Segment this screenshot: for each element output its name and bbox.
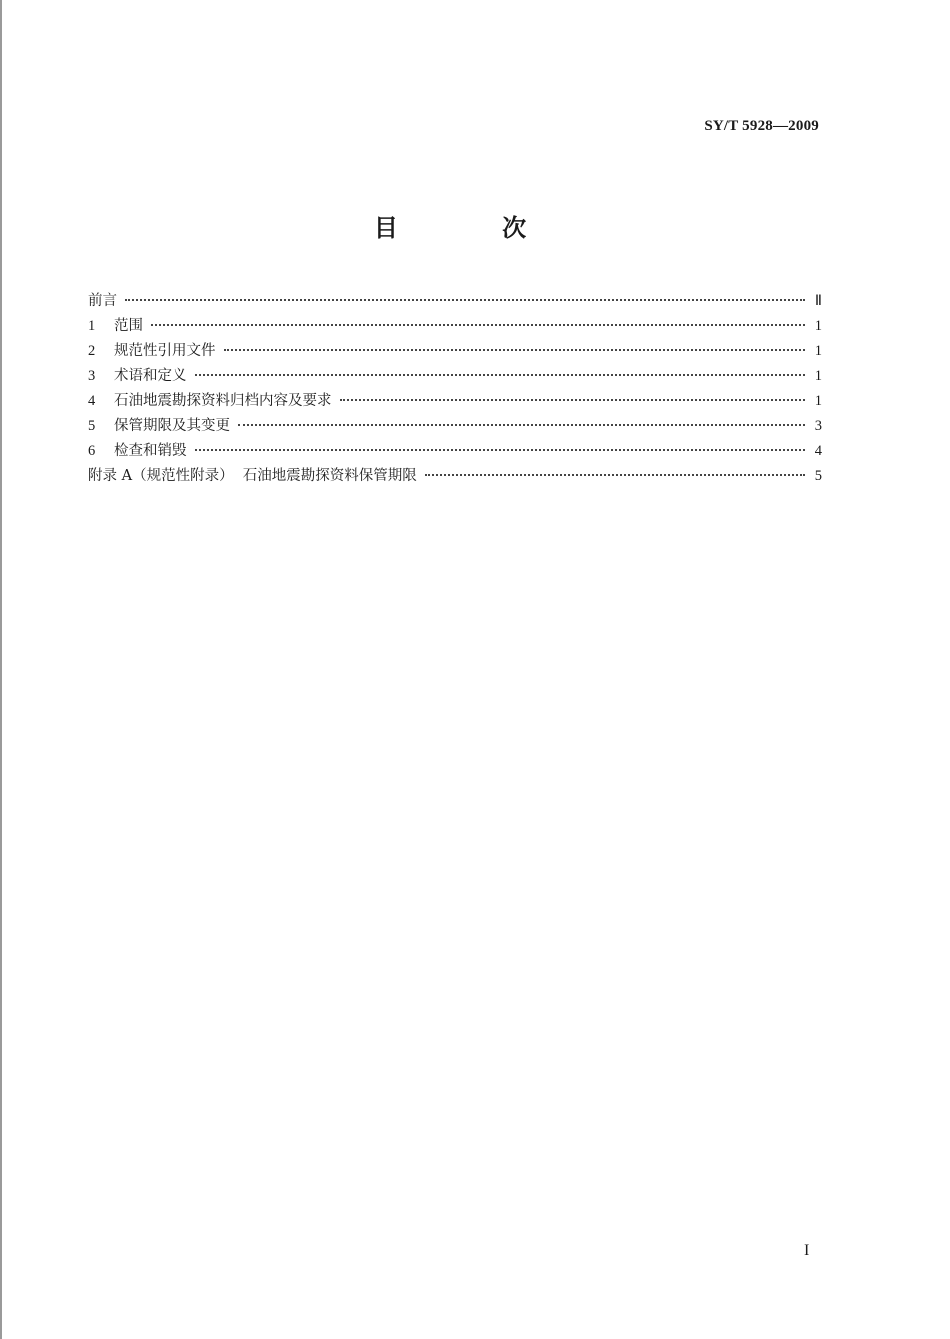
page-number: I [804,1242,810,1259]
toc-leader-dots [195,449,806,451]
toc-entry-number: 1 [88,318,96,334]
toc-entry-inspection-destruction[interactable] [88,439,822,464]
toc-entry-foreword[interactable] [88,289,822,314]
toc-entry-number: 6 [88,443,96,459]
toc-entry-label: 保管期限及其变更 [114,418,230,434]
toc-entry-normative-references[interactable] [88,339,822,364]
toc-leader-dots [151,324,805,326]
toc-leader-dots [425,474,805,476]
toc-entry-number: 5 [88,418,96,434]
toc-entry-number: 4 [88,393,96,409]
toc-entry-page: 1 [814,318,822,334]
toc-entry-scope[interactable] [88,314,822,339]
page-left-edge [0,0,2,1339]
toc-entry-archive-content[interactable] [88,389,822,414]
toc-entry-label: 规范性引用文件 [114,343,216,359]
toc-entry-label: 术语和定义 [114,368,187,384]
toc-entry-page: 1 [814,393,822,409]
toc-entry-label: 前言 [88,293,117,309]
toc-entry-label: 范围 [114,318,143,334]
toc-entry-label: 附录 A（规范性附录） 石油地震勘探资料保管期限 [88,468,417,484]
toc-entry-number: 3 [88,368,96,384]
toc-leader-dots [238,424,805,426]
page-title: 目 次 [373,214,575,242]
toc-leader-dots [224,349,806,351]
toc-leader-dots [195,374,806,376]
toc-entry-label: 石油地震勘探资料归档内容及要求 [114,393,332,409]
toc-entry-page: Ⅱ [814,293,822,309]
toc-entry-page: 5 [814,468,822,484]
toc-entry-page: 1 [814,343,822,359]
toc-entry-page: 1 [814,368,822,384]
table-of-contents [88,289,822,489]
toc-leader-dots [125,299,805,301]
toc-leader-dots [340,399,806,401]
toc-entry-number: 2 [88,343,96,359]
toc-entry-page: 4 [814,443,822,459]
standard-code: SY/T 5928—2009 [704,118,819,134]
toc-entry-terms-definitions[interactable] [88,364,822,389]
toc-entry-page: 3 [814,418,822,434]
toc-entry-appendix-a[interactable] [88,464,822,489]
toc-entry-retention-period[interactable] [88,414,822,439]
toc-entry-label: 检查和销毁 [114,443,187,459]
